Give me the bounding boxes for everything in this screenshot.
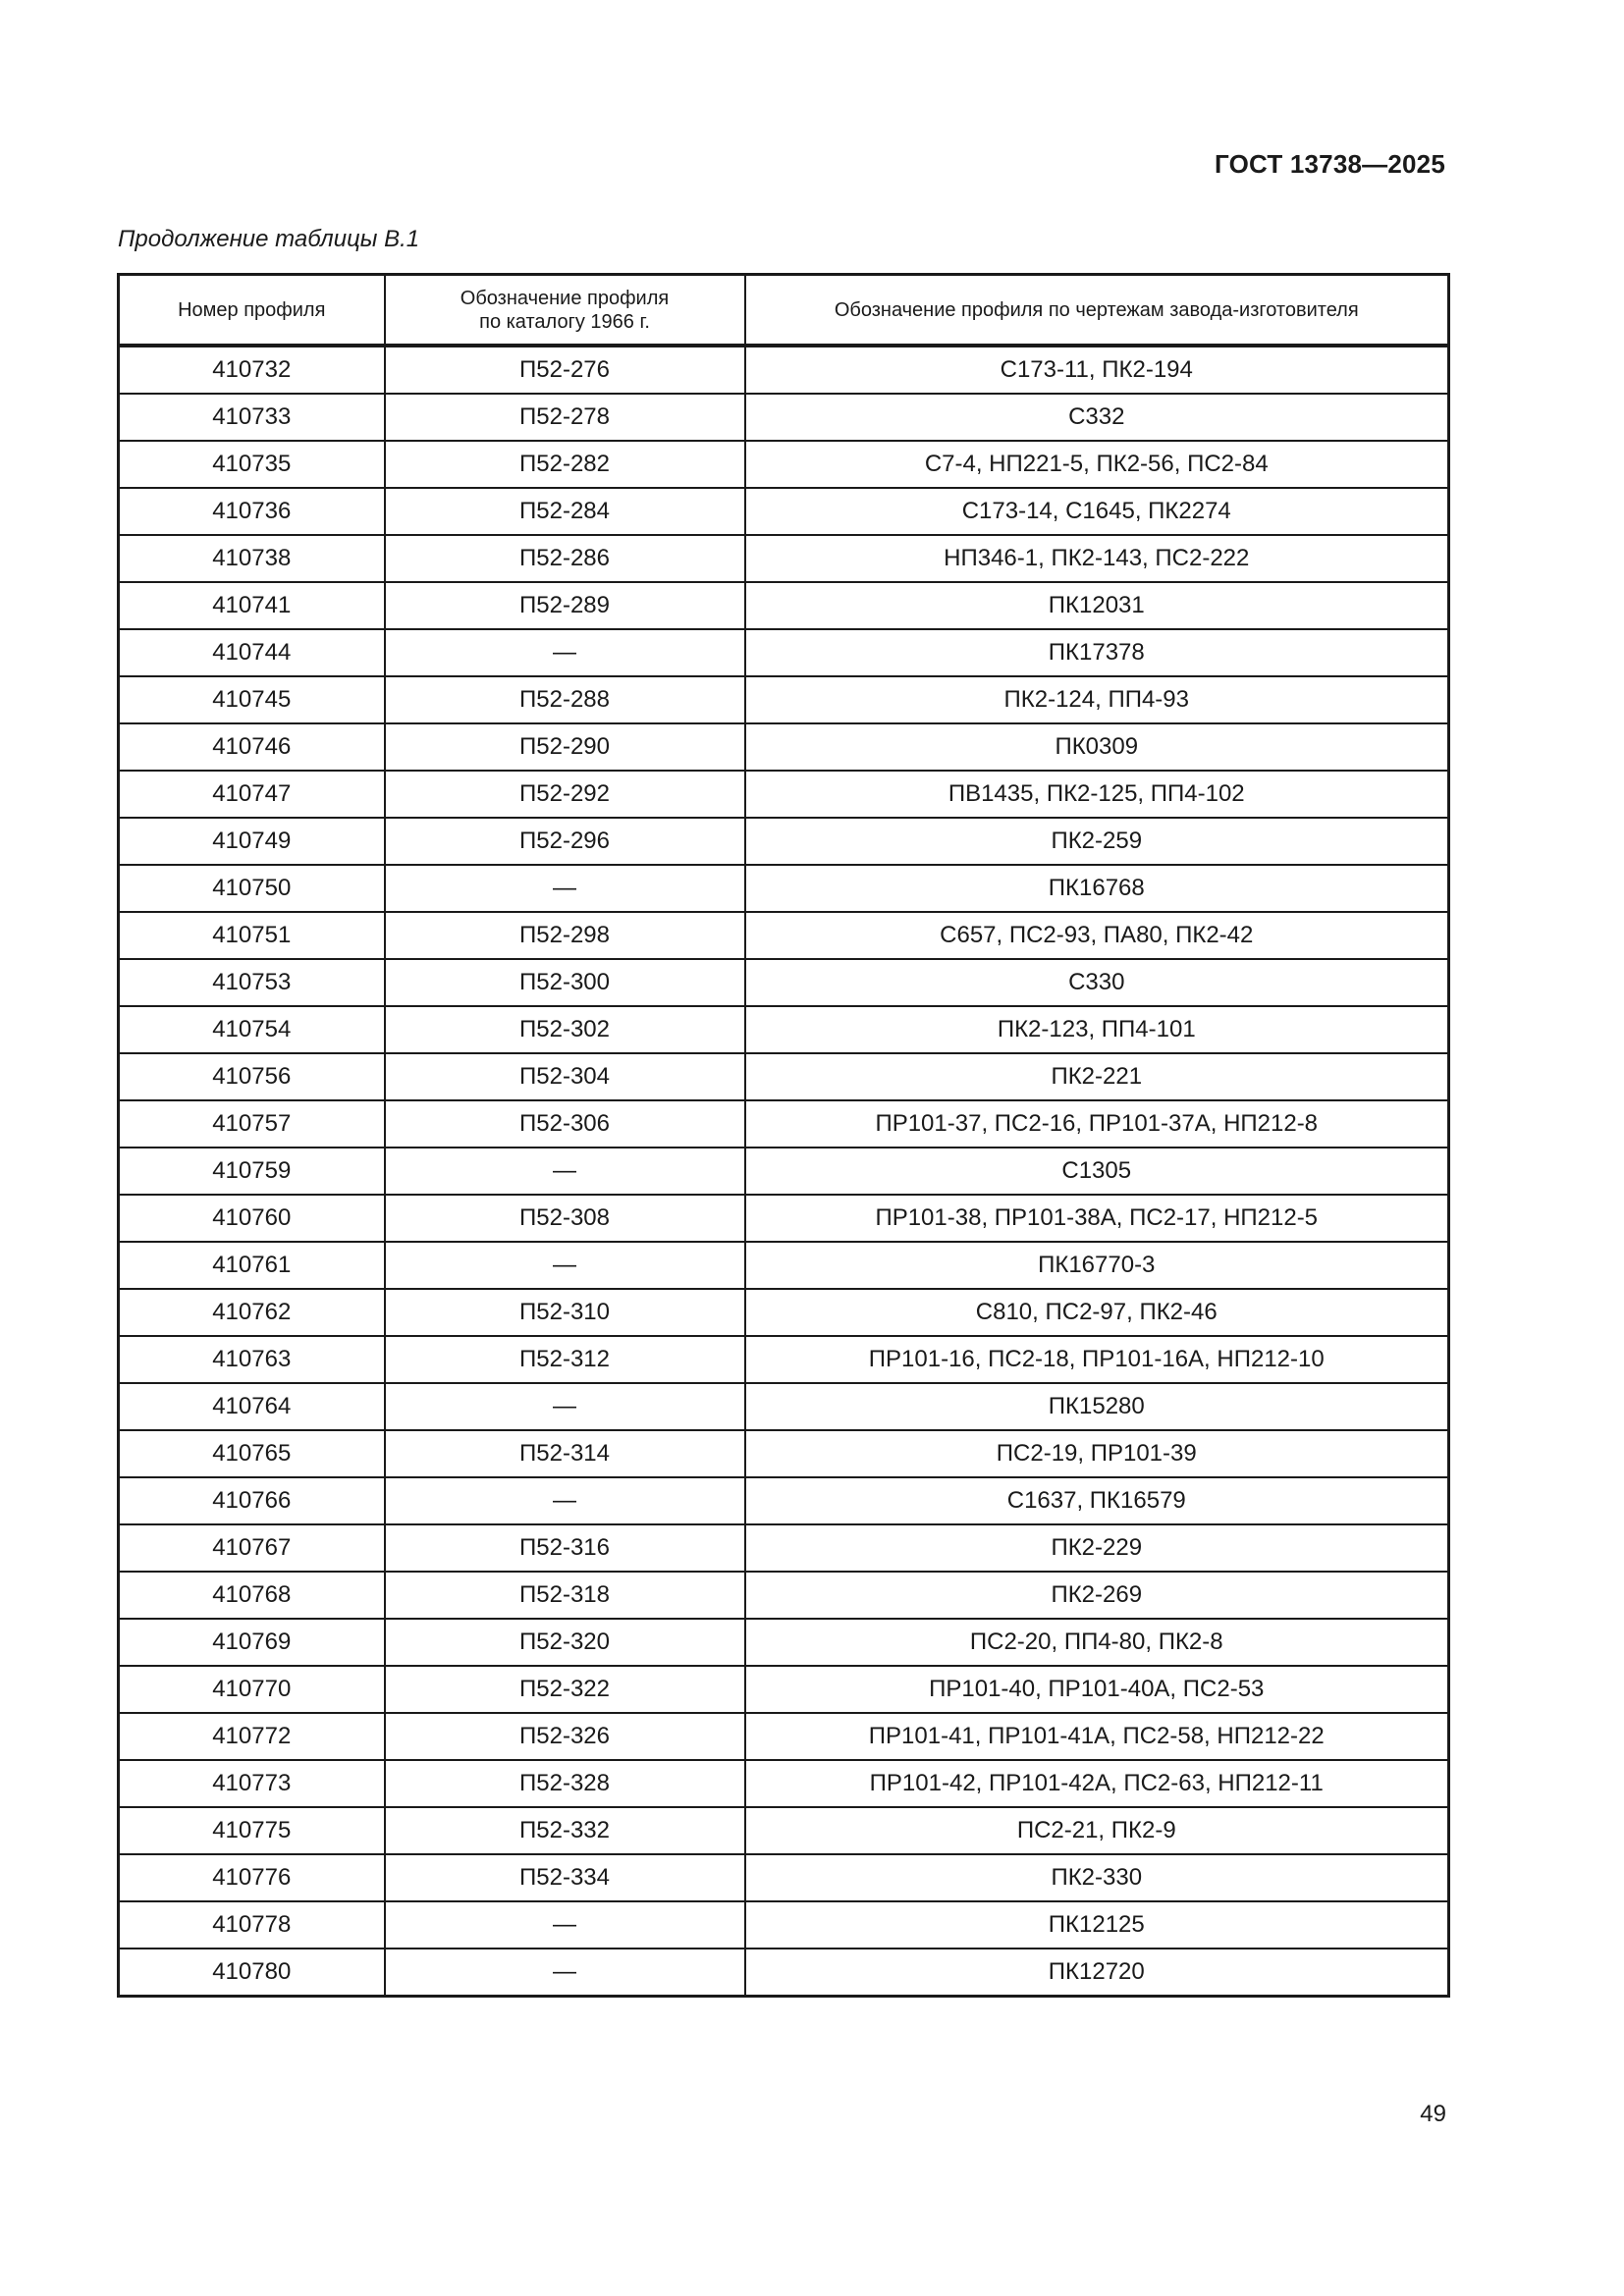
cell-factory-designation: ПК2-269	[745, 1572, 1449, 1619]
cell-catalog-designation: —	[385, 1901, 745, 1949]
table-row	[119, 1148, 1449, 1195]
table-row	[119, 1572, 1449, 1619]
table-row	[119, 1336, 1449, 1383]
cell-profile-number: 410749	[119, 818, 385, 865]
table-header	[119, 275, 1449, 347]
cell-profile-number: 410732	[119, 346, 385, 394]
cell-catalog-designation: П52-332	[385, 1807, 745, 1854]
cell-profile-number: 410751	[119, 912, 385, 959]
table-row	[119, 582, 1449, 629]
cell-profile-number: 410768	[119, 1572, 385, 1619]
cell-profile-number: 410753	[119, 959, 385, 1006]
col-header-number: Номер профиля	[119, 275, 385, 347]
cell-factory-designation: ПР101-38, ПР101-38А, ПС2-17, НП212-5	[745, 1195, 1449, 1242]
cell-factory-designation: С173-11, ПК2-194	[745, 346, 1449, 394]
cell-profile-number: 410736	[119, 488, 385, 535]
cell-factory-designation: С332	[745, 394, 1449, 441]
cell-catalog-designation: П52-322	[385, 1666, 745, 1713]
cell-catalog-designation: П52-296	[385, 818, 745, 865]
cell-profile-number: 410738	[119, 535, 385, 582]
cell-catalog-designation: П52-326	[385, 1713, 745, 1760]
cell-profile-number: 410776	[119, 1854, 385, 1901]
cell-profile-number: 410733	[119, 394, 385, 441]
cell-profile-number: 410745	[119, 676, 385, 723]
cell-profile-number: 410747	[119, 771, 385, 818]
cell-factory-designation: С7-4, НП221-5, ПК2-56, ПС2-84	[745, 441, 1449, 488]
cell-profile-number: 410754	[119, 1006, 385, 1053]
cell-factory-designation: С1305	[745, 1148, 1449, 1195]
table-row	[119, 1807, 1449, 1854]
cell-profile-number: 410761	[119, 1242, 385, 1289]
cell-profile-number: 410780	[119, 1949, 385, 1997]
cell-profile-number: 410759	[119, 1148, 385, 1195]
cell-catalog-designation: П52-290	[385, 723, 745, 771]
table-row	[119, 1901, 1449, 1949]
cell-factory-designation: ПК2-259	[745, 818, 1449, 865]
cell-catalog-designation: —	[385, 1383, 745, 1430]
cell-profile-number: 410741	[119, 582, 385, 629]
cell-catalog-designation: П52-298	[385, 912, 745, 959]
cell-catalog-designation: П52-278	[385, 394, 745, 441]
cell-factory-designation: ПР101-41, ПР101-41А, ПС2-58, НП212-22	[745, 1713, 1449, 1760]
table-row	[119, 1854, 1449, 1901]
cell-profile-number: 410762	[119, 1289, 385, 1336]
table-row	[119, 1006, 1449, 1053]
cell-catalog-designation: П52-308	[385, 1195, 745, 1242]
cell-catalog-designation: П52-302	[385, 1006, 745, 1053]
table-row	[119, 1477, 1449, 1524]
cell-catalog-designation: П52-289	[385, 582, 745, 629]
table-row	[119, 1430, 1449, 1477]
cell-profile-number: 410735	[119, 441, 385, 488]
table-row	[119, 629, 1449, 676]
cell-profile-number: 410767	[119, 1524, 385, 1572]
table-row	[119, 1949, 1449, 1997]
cell-factory-designation: С1637, ПК16579	[745, 1477, 1449, 1524]
table-row	[119, 1619, 1449, 1666]
table-row	[119, 1383, 1449, 1430]
cell-factory-designation: ПК15280	[745, 1383, 1449, 1430]
table-row	[119, 1195, 1449, 1242]
cell-factory-designation: С810, ПС2-97, ПК2-46	[745, 1289, 1449, 1336]
cell-factory-designation: ПК17378	[745, 629, 1449, 676]
table-row	[119, 1100, 1449, 1148]
cell-catalog-designation: П52-316	[385, 1524, 745, 1572]
cell-factory-designation: ПК2-229	[745, 1524, 1449, 1572]
cell-profile-number: 410772	[119, 1713, 385, 1760]
table-row	[119, 1289, 1449, 1336]
cell-catalog-designation: —	[385, 1242, 745, 1289]
cell-factory-designation: ПК12125	[745, 1901, 1449, 1949]
cell-catalog-designation: П52-320	[385, 1619, 745, 1666]
cell-factory-designation: ПВ1435, ПК2-125, ПП4-102	[745, 771, 1449, 818]
table-row	[119, 488, 1449, 535]
profile-table	[117, 273, 1450, 1998]
cell-catalog-designation: П52-276	[385, 346, 745, 394]
cell-factory-designation: ПК2-124, ПП4-93	[745, 676, 1449, 723]
table-caption: Продолжение таблицы В.1	[118, 226, 420, 252]
cell-profile-number: 410764	[119, 1383, 385, 1430]
document-code: ГОСТ 13738—2025	[1215, 149, 1445, 179]
col-header-catalog-line2: по каталогу 1966 г.	[479, 310, 650, 333]
table-row	[119, 1666, 1449, 1713]
col-header-catalog-line1: Обозначение профиля	[460, 287, 670, 309]
cell-catalog-designation: П52-306	[385, 1100, 745, 1148]
table-row	[119, 959, 1449, 1006]
cell-catalog-designation: —	[385, 1949, 745, 1997]
cell-catalog-designation: П52-286	[385, 535, 745, 582]
cell-catalog-designation: П52-304	[385, 1053, 745, 1100]
cell-factory-designation: ПС2-20, ПП4-80, ПК2-8	[745, 1619, 1449, 1666]
cell-catalog-designation: —	[385, 629, 745, 676]
cell-factory-designation: ПК12031	[745, 582, 1449, 629]
cell-factory-designation: ПК2-221	[745, 1053, 1449, 1100]
cell-catalog-designation: —	[385, 865, 745, 912]
cell-profile-number: 410773	[119, 1760, 385, 1807]
cell-profile-number: 410750	[119, 865, 385, 912]
table-row	[119, 1242, 1449, 1289]
cell-factory-designation: ПС2-19, ПР101-39	[745, 1430, 1449, 1477]
table-row	[119, 441, 1449, 488]
cell-factory-designation: ПР101-37, ПС2-16, ПР101-37А, НП212-8	[745, 1100, 1449, 1148]
cell-factory-designation: ПК0309	[745, 723, 1449, 771]
cell-catalog-designation: П52-310	[385, 1289, 745, 1336]
cell-factory-designation: ПР101-40, ПР101-40А, ПС2-53	[745, 1666, 1449, 1713]
table-body	[119, 346, 1449, 1997]
cell-factory-designation: С173-14, С1645, ПК2274	[745, 488, 1449, 535]
table-row	[119, 1713, 1449, 1760]
cell-profile-number: 410744	[119, 629, 385, 676]
header-row	[119, 275, 1449, 347]
cell-catalog-designation: —	[385, 1477, 745, 1524]
cell-factory-designation: ПК12720	[745, 1949, 1449, 1997]
cell-profile-number: 410757	[119, 1100, 385, 1148]
cell-catalog-designation: П52-334	[385, 1854, 745, 1901]
cell-factory-designation: ПР101-42, ПР101-42А, ПС2-63, НП212-11	[745, 1760, 1449, 1807]
cell-factory-designation: С657, ПС2-93, ПА80, ПК2-42	[745, 912, 1449, 959]
table-row	[119, 865, 1449, 912]
table-row	[119, 1053, 1449, 1100]
table-row	[119, 535, 1449, 582]
cell-profile-number: 410756	[119, 1053, 385, 1100]
table-row	[119, 771, 1449, 818]
table-row	[119, 818, 1449, 865]
cell-factory-designation: ПК2-330	[745, 1854, 1449, 1901]
cell-catalog-designation: П52-292	[385, 771, 745, 818]
cell-profile-number: 410775	[119, 1807, 385, 1854]
cell-catalog-designation: П52-318	[385, 1572, 745, 1619]
cell-factory-designation: ПК16770-3	[745, 1242, 1449, 1289]
col-header-factory: Обозначение профиля по чертежам завода-изготовителя	[745, 275, 1449, 347]
cell-profile-number: 410769	[119, 1619, 385, 1666]
cell-catalog-designation: П52-328	[385, 1760, 745, 1807]
cell-factory-designation: ПС2-21, ПК2-9	[745, 1807, 1449, 1854]
cell-catalog-designation: П52-282	[385, 441, 745, 488]
cell-catalog-designation: П52-312	[385, 1336, 745, 1383]
table-row	[119, 723, 1449, 771]
cell-catalog-designation: П52-288	[385, 676, 745, 723]
cell-profile-number: 410746	[119, 723, 385, 771]
cell-profile-number: 410770	[119, 1666, 385, 1713]
col-header-catalog	[385, 275, 745, 347]
page-number: 49	[1420, 2101, 1446, 2127]
cell-catalog-designation: П52-300	[385, 959, 745, 1006]
cell-factory-designation: НП346-1, ПК2-143, ПС2-222	[745, 535, 1449, 582]
cell-profile-number: 410778	[119, 1901, 385, 1949]
cell-profile-number: 410765	[119, 1430, 385, 1477]
table-row	[119, 1760, 1449, 1807]
cell-catalog-designation: —	[385, 1148, 745, 1195]
table-row	[119, 912, 1449, 959]
cell-factory-designation: ПР101-16, ПС2-18, ПР101-16А, НП212-10	[745, 1336, 1449, 1383]
cell-catalog-designation: П52-314	[385, 1430, 745, 1477]
cell-profile-number: 410766	[119, 1477, 385, 1524]
table-row	[119, 676, 1449, 723]
cell-profile-number: 410760	[119, 1195, 385, 1242]
table-row	[119, 394, 1449, 441]
cell-catalog-designation: П52-284	[385, 488, 745, 535]
table-row	[119, 346, 1449, 394]
cell-profile-number: 410763	[119, 1336, 385, 1383]
cell-factory-designation: ПК2-123, ПП4-101	[745, 1006, 1449, 1053]
cell-factory-designation: ПК16768	[745, 865, 1449, 912]
table-row	[119, 1524, 1449, 1572]
cell-factory-designation: С330	[745, 959, 1449, 1006]
